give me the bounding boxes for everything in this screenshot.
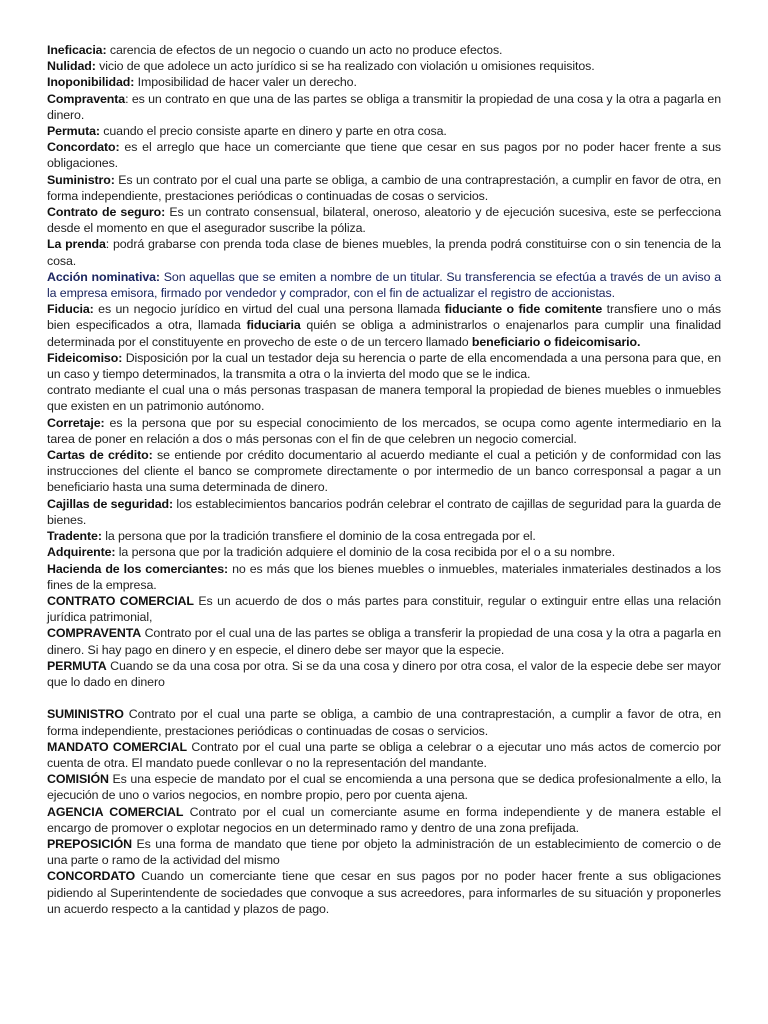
term-label: La prenda — [47, 237, 106, 252]
term-label: Concordato: — [47, 140, 120, 155]
definition-text: vicio de que adolece un acto jurídico si se ha realizado con violación u omisiones requisitos. — [95, 59, 595, 74]
definition-text: Son aquellas que se emiten a nombre de un titular. Su transferencia se efectúa a través de un aviso a la empresa emisora, firmado por vendedor y comprador, con el fin de actualizar el registro de accionistas. — [47, 269, 721, 301]
definition-text: transfiere uno o más bien especificados a otra, llamada — [47, 302, 721, 333]
term-label: beneficiario o fideicomisario. — [471, 334, 641, 349]
term-label: Corretaje: — [47, 415, 105, 430]
term-label: AGENCIA COMERCIAL — [47, 804, 184, 819]
definition-text: es un negocio jurídico en virtud del cual una persona llamada — [93, 302, 445, 317]
term-label: Inoponibilidad: — [47, 75, 135, 90]
term-label: Acción nominativa: — [47, 269, 160, 284]
paragraph-permuta-1 — [47, 123, 721, 139]
paragraph-spacer — [47, 690, 721, 706]
paragraph-contrato-comercial — [47, 593, 721, 625]
definition-text: carencia de efectos de un negocio o cuando un acto no produce efectos. — [106, 43, 503, 57]
paragraph-fideicomiso — [47, 350, 721, 382]
term-label: Contrato de seguro: — [47, 205, 166, 220]
paragraph-compraventa-1 — [47, 91, 721, 123]
term-label: Fiducia: — [47, 302, 94, 317]
term-label: fiduciante o fide comitente — [444, 302, 603, 317]
definition-text: Disposición por la cual un testador deja su herencia o parte de ella encomendada a una persona para que, en un caso y tiempo determinados, la transmita a otra o la invierta del modo que se le indica. — [47, 350, 721, 382]
paragraph-hacienda — [47, 561, 721, 593]
term-label: SUMINISTRO — [47, 707, 124, 722]
paragraph-contrato-seguro — [47, 204, 721, 236]
term-label: Ineficacia: — [47, 43, 107, 57]
paragraph-agencia-comercial — [47, 804, 721, 836]
paragraph-concordato-2 — [47, 868, 721, 917]
definition-text: Contrato por el cual una de las partes se obliga a transferir la propiedad de una cosa y la otra a pagarla en dinero. Si hay pago en dinero y en especie, el dinero debe ser mayor que la especie. — [47, 626, 721, 657]
paragraph-contrato-patrimonio — [47, 382, 721, 414]
paragraph-nulidad — [47, 58, 721, 74]
paragraph-accion-nominativa — [47, 269, 721, 301]
definition-text: Es un contrato por el cual una parte se obliga, a cambio de una contraprestación, a cumplir en favor de otra, en forma independiente, prestaciones periódicas o continuadas de cosas o servicios. — [47, 172, 721, 203]
paragraph-prenda — [47, 236, 721, 268]
definition-text: es el arreglo que hace un comerciante que tiene que cesar en sus pagos por no poder hacer frente a sus obligaciones. — [47, 140, 721, 171]
paragraph-permuta-2 — [47, 658, 721, 690]
paragraph-inoponibilidad — [47, 74, 721, 90]
paragraph-mandato-comercial — [47, 739, 721, 771]
definition-text: quién se obliga a administrarlos o enajenarlos para cumplir una finalidad determinada por el constituyente en provecho de este o de un tercero llamado — [47, 318, 721, 349]
definition-text: la persona que por la tradición transfiere el dominio de la cosa entregada por el. — [101, 529, 536, 544]
term-label: Nulidad: — [47, 59, 96, 74]
paragraph-adquirente — [47, 544, 721, 560]
term-label: Cartas de crédito: — [47, 448, 153, 463]
definition-text: se entiende por crédito documentario al acuerdo mediante el cual a petición y de conformidad con las instrucciones del cliente el banco se compromete directamente o por intermedio de un banco corresponsal a pagar a un beneficiario hasta una suma determinada de dinero. — [47, 448, 721, 495]
term-label: PREPOSICIÓN — [47, 836, 132, 851]
definition-text: Contrato por el cual una parte se obliga, a cambio de una contraprestación, a cumplir a favor de otra, en forma independiente, prestaciones periódicas o continuadas de cosas o servicios. — [47, 707, 721, 738]
paragraph-concordato-1 — [47, 139, 721, 171]
paragraph-cartas-credito — [47, 447, 721, 496]
definition-text: Es un contrato consensual, bilateral, oneroso, aleatorio y de ejecución sucesiva, este se perfecciona desde el momento en que el asegurador suscribe la póliza. — [47, 205, 721, 236]
term-label: COMISIÓN — [47, 772, 109, 787]
definition-text: es la persona que por su especial conocimiento de los mercados, se ocupa como agente intermediario en la tarea de poner en relación a dos o más personas con el fin de que celebren un negocio comercial. — [47, 415, 721, 446]
term-label: Cajillas de seguridad: — [47, 496, 174, 511]
definition-text: los establecimientos bancarios podrán celebrar el contrato de cajillas de seguridad para la guarda de bienes. — [47, 496, 721, 527]
paragraph-preposicion — [47, 836, 721, 868]
paragraph-suministro-2 — [47, 706, 721, 738]
definition-text: Es una especie de mandato por el cual se encomienda a una persona que se dedica profesionalmente a ello, la ejecución de uno o varios negocios, en nombre propio, pero por cuenta ajena. — [47, 772, 721, 803]
definition-text: Es una forma de mandato que tiene por objeto la administración de un establecimiento de comercio o de una parte o ramo de la actividad del mismo — [47, 836, 721, 868]
definition-text: Contrato por el cual una parte se obliga a celebrar o a ejecutar uno más actos de comercio por cuenta de otra. El mandato puede conllevar o no la representación del mandante. — [47, 739, 721, 770]
definition-text: la persona que por la tradición adquiere el dominio de la cosa recibida por el o a su nombre. — [115, 545, 616, 560]
definition-text: contrato mediante el cual una o más personas traspasan de manera temporal la propiedad de bienes muebles o inmuebles que existen en un patrimonio autónomo. — [47, 383, 721, 414]
paragraph-ineficacia — [47, 42, 721, 58]
definition-text: cuando el precio consiste aparte en dinero y parte en otra cosa. — [99, 124, 447, 139]
term-label: Suministro: — [47, 172, 115, 187]
paragraph-compraventa-2 — [47, 625, 721, 657]
paragraph-tradente — [47, 528, 721, 544]
term-label: MANDATO COMERCIAL — [47, 739, 188, 754]
term-label: CONTRATO COMERCIAL — [47, 593, 194, 608]
paragraph-cajillas — [47, 496, 721, 528]
definition-text: no es más que los bienes muebles o inmuebles, materiales inmateriales destinados a los fines de la empresa. — [47, 561, 721, 592]
term-label: Tradente: — [47, 529, 102, 544]
term-label: CONCORDATO — [47, 869, 136, 884]
definition-text: Contrato por el cual un comerciante asume en forma independiente y de manera estable el encargo de promover o explotar negocios en un determinado ramo y dentro de una zona prefijada. — [47, 804, 721, 835]
term-label: Compraventa — [47, 91, 126, 106]
definition-text: Es un acuerdo de dos o más partes para constituir, regular o extinguir entre ellas una relación jurídica patrimonial, — [47, 593, 722, 625]
definition-text: Cuando un comerciante tiene que cesar en sus pagos por no poder hacer frente a sus obligaciones pidiendo al Superintendente de sociedades que convoque a sus acreedores, para informarles de su situación y proponerles un acuerdo respecto a la cantidad y plazos de pago. — [47, 869, 721, 916]
term-label: COMPRAVENTA — [47, 626, 142, 641]
term-label: Fideicomiso: — [47, 350, 123, 365]
definition-text: Cuando se da una cosa por otra. Si se da una cosa y dinero por otra cosa, el valor de la especie debe ser mayor que lo dado en dinero — [47, 658, 721, 689]
term-label: fiduciaria — [246, 318, 301, 333]
term-label: Hacienda de los comerciantes: — [47, 561, 229, 576]
paragraph-comision — [47, 771, 721, 803]
paragraph-fiducia — [47, 301, 721, 350]
definition-text: : es un contrato en que una de las partes se obliga a transmitir la propiedad de una cosa y la otra a pagarla en dinero. — [47, 91, 721, 122]
definition-text: : podrá grabarse con prenda toda clase de bienes muebles, la prenda podrá constituirse con o sin tenencia de la cosa. — [47, 237, 721, 268]
definition-text: Imposibilidad de hacer valer un derecho. — [134, 75, 357, 90]
paragraph-corretaje — [47, 415, 721, 447]
document-body — [47, 42, 721, 917]
term-label: Adquirente: — [47, 545, 116, 560]
paragraph-suministro-1 — [47, 172, 721, 204]
term-label: Permuta: — [47, 124, 100, 139]
term-label: PERMUTA — [47, 658, 107, 673]
